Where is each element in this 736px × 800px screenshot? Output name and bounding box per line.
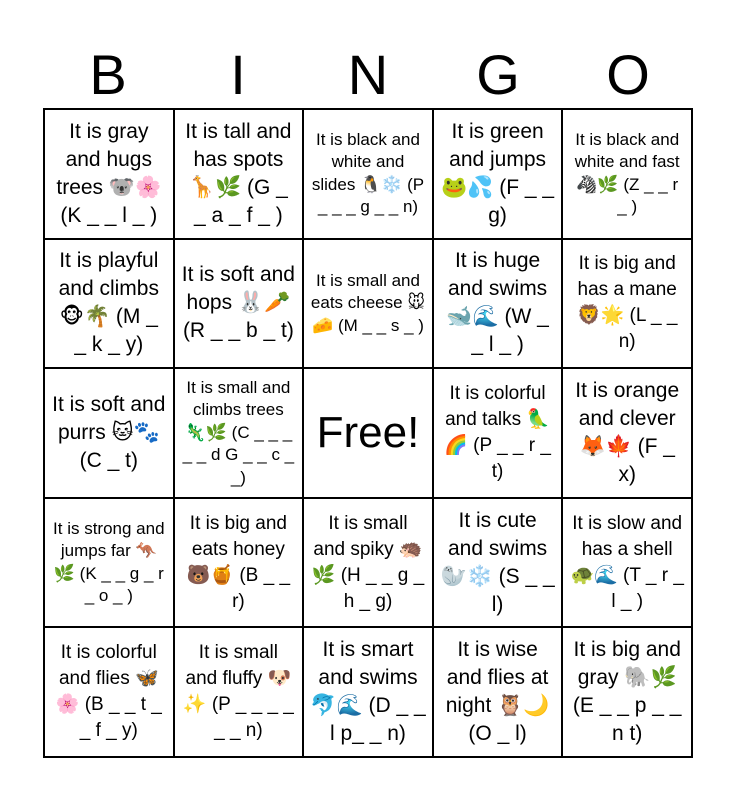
bingo-cell-clue: It is big and eats honey 🐻🍯 (B _ _ r) bbox=[186, 512, 291, 612]
bingo-cell-clue: It is strong and jumps far 🦘🌿 (K _ _ g _ r _ o _ ) bbox=[53, 518, 165, 606]
bingo-cell-clue: It is smart and swims 🐬🌊 (D _ _ l p_ _ n) bbox=[310, 638, 426, 746]
header-letter-i: I bbox=[230, 43, 246, 106]
bingo-cell[interactable] bbox=[174, 239, 304, 369]
bingo-cell-clue: It is slow and has a shell 🐢🌊 (T _ r _ l _ ) bbox=[570, 512, 684, 612]
bingo-cell-clue: It is colorful and flies 🦋🌸 (B _ _ t _ _ f _ y) bbox=[55, 642, 162, 742]
header-letter-b: B bbox=[89, 43, 127, 106]
bingo-cell[interactable] bbox=[44, 627, 174, 757]
bingo-cell[interactable] bbox=[562, 109, 692, 239]
bingo-cell-clue: It is gray and hugs trees 🐨🌸 (K _ _ l _ ) bbox=[56, 119, 162, 227]
bingo-cell-clue: It is huge and swims 🐋🌊 (W _ _ l _ ) bbox=[446, 249, 549, 357]
bingo-cell-clue: It is cute and swims 🦭❄️ (S _ _ l) bbox=[440, 508, 555, 616]
bingo-header bbox=[43, 40, 693, 110]
bingo-cell[interactable] bbox=[303, 109, 433, 239]
bingo-cell[interactable] bbox=[303, 627, 433, 757]
bingo-cell[interactable] bbox=[174, 498, 304, 628]
bingo-cell[interactable] bbox=[303, 239, 433, 369]
bingo-cell-clue: It is black and white and fast 🦓🌿 (Z _ _ r _ ) bbox=[574, 129, 680, 217]
bingo-cell[interactable] bbox=[44, 239, 174, 369]
bingo-cell[interactable] bbox=[303, 498, 433, 628]
bingo-cell[interactable] bbox=[562, 498, 692, 628]
bingo-cell[interactable] bbox=[433, 368, 563, 498]
free-space-label: Free! bbox=[316, 407, 420, 457]
bingo-cell-clue: It is soft and hops 🐰🥕 (R _ _ b _ t) bbox=[181, 263, 295, 343]
bingo-cell[interactable] bbox=[433, 627, 563, 757]
bingo-cell[interactable] bbox=[44, 368, 174, 498]
header-letter-o: O bbox=[606, 43, 650, 106]
bingo-cell-clue: It is tall and has spots 🦒🌿 (G _ _ a _ f _ ) bbox=[185, 119, 292, 227]
header-letter-g: G bbox=[476, 43, 520, 106]
bingo-cell-clue: It is small and climbs trees 🦎🌿 (C _ _ _ _ _ d G _ _ c _ _) bbox=[182, 377, 295, 487]
bingo-cell-clue: It is green and jumps 🐸💦 (F _ _ g) bbox=[441, 119, 555, 227]
bingo-cell-clue: It is small and spiky 🦔🌿 (H _ _ g _ h _ g) bbox=[311, 512, 425, 612]
bingo-cell[interactable] bbox=[174, 368, 304, 498]
bingo-cell[interactable] bbox=[174, 627, 304, 757]
header-letter-n: N bbox=[347, 43, 389, 106]
bingo-cell-clue: It is small and fluffy 🐶✨ (P _ _ _ _ _ _ n) bbox=[182, 642, 294, 742]
bingo-cell-clue: It is big and gray 🐘🌿 (E _ _ p _ _ n t) bbox=[572, 638, 682, 746]
bingo-cell-clue: It is playful and climbs 🐵🌴 (M _ _ k _ y) bbox=[58, 249, 159, 357]
bingo-cell[interactable] bbox=[44, 498, 174, 628]
bingo-cell[interactable] bbox=[433, 498, 563, 628]
bingo-cell[interactable] bbox=[562, 627, 692, 757]
bingo-cell-clue: It is big and has a mane 🦁🌟 (L _ _ n) bbox=[576, 253, 678, 353]
bingo-cell[interactable] bbox=[562, 239, 692, 369]
bingo-cell[interactable] bbox=[433, 109, 563, 239]
bingo-cell[interactable] bbox=[433, 239, 563, 369]
bingo-cell[interactable] bbox=[44, 109, 174, 239]
bingo-cell-clue: It is soft and purrs 🐱🐾 (C _ t) bbox=[52, 392, 166, 472]
bingo-cell-clue: It is orange and clever 🦊🍁 (F _ x) bbox=[575, 378, 680, 486]
bingo-cell-clue: It is colorful and talks 🦜🌈 (P _ _ r _ t) bbox=[444, 382, 551, 482]
free-space-cell[interactable] bbox=[303, 368, 433, 498]
bingo-cell-clue: It is wise and flies at night 🦉🌙 (O _ l) bbox=[445, 638, 550, 746]
bingo-cell[interactable] bbox=[174, 109, 304, 239]
bingo-cell-clue: It is black and white and slides 🐧❄️ (P _ _ _ g _ _ n) bbox=[311, 129, 425, 217]
bingo-cell[interactable] bbox=[562, 368, 692, 498]
bingo-cell-clue: It is small and eats cheese 🐭🧀 (M _ _ s _ ) bbox=[310, 270, 426, 335]
bingo-board bbox=[43, 108, 693, 758]
